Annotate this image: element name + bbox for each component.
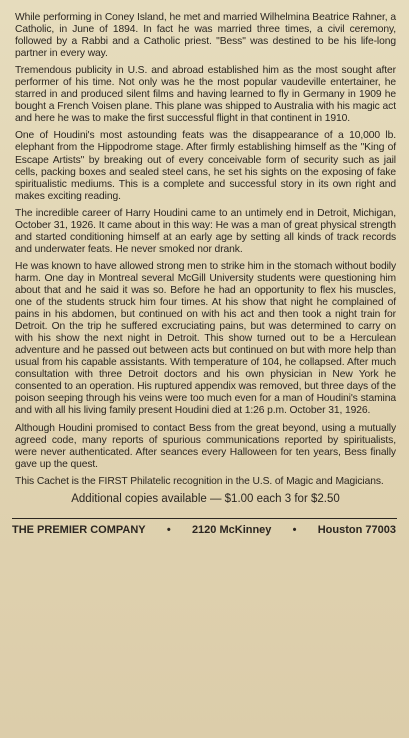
separator-dot: • bbox=[292, 523, 297, 536]
street-address: 2120 McKinney bbox=[191, 523, 272, 536]
paragraph-marriage: While performing in Coney Island, he met and married Wilhelmina Beatrice Rahner, a Catholic, in June of 1894. In fact he was married three times, a civil ceremony, followed by a Rabbi and a Catholic priest. "Bess" was destined to be his life-long partner in every way. bbox=[15, 12, 396, 60]
publisher-footer bbox=[12, 523, 396, 537]
city-zip: Houston 77003 bbox=[317, 523, 396, 536]
paragraph-montreal-incident: He was known to have allowed strong men to strike him in the stomach without bodily harm. One day in Montreal several McGill University students were questioning him about that and he said it was so. Before he had an opportunity to flex his muscles, one of the students struck him four times. At his show that night he complained of pains in his abdomen, but continued on with his act and then took a night train for Detroit. On the trip he suffered excruciating pains, but was determined to carry on with his show the next night in Detroit. This show turned out to be a Herculean adventure and he passed out between acts but continued on but with more help than usual from his capable assistants. With temperature of 104, he collapsed. After much consultation with three Detroit doctors and his own physician in New York he consented to an operation. His ruptured appendix was removed, but three days of the poison seeping through his veins were too much even for a man of Houdini's stamina and with all his living family present Houdini died at 1:26 p.m. October 31, 1926. bbox=[15, 260, 396, 417]
paragraph-philatelic-note: This Cachet is the FIRST Philatelic recognition in the U.S. of Magic and Magicians. bbox=[15, 475, 384, 487]
separator-dot: • bbox=[166, 523, 171, 536]
paragraph-publicity: Tremendous publicity in U.S. and abroad established him as the most sought after performer of his time. Not only was he the most popular vaudeville entertainer, he starred in and produced silent films and having learned to fly in Germany in 1909 he bought a French Voisen plane. This plane was shipped to Australia with his magic act and here he was to make the first successful flight in that continent in 1910. bbox=[15, 65, 396, 125]
paragraph-career-end: The incredible career of Harry Houdini came to an untimely end in Detroit, Michigan, October 31, 1926. It came about in this way: He was a man of great physical strength and started conditioning himself at an early age by setting all kinds of track records and underwater feats. He never smoked nor drank. bbox=[15, 207, 396, 255]
paragraph-contact-bess: Although Houdini promised to contact Bess from the great beyond, using a mutually agreed code, many reports of spurious communications reported by spiritualists, were never authenticated. After seances every Halloween for ten years, Bess finally gave up the quest. bbox=[15, 422, 396, 470]
article-body bbox=[15, 12, 396, 488]
footer-divider bbox=[12, 518, 397, 519]
copies-price-line: Additional copies available — $1.00 each 3 for $2.50 bbox=[71, 492, 340, 505]
company-name: THE PREMIER COMPANY bbox=[12, 523, 146, 536]
paragraph-feats: One of Houdini's most astounding feats was the disappearance of a 10,000 lb. elephant from the Hippodrome stage. After firmly establishing himself as the "King of Escape Artists" by breaking out of every conceivable form of security such as jail cells, packing boxes and sealed steel cans, he set his sights on the exposing of fake spiritualistic mediums. This is a complete and successful story in its own right and makes exciting reading. bbox=[15, 130, 396, 202]
